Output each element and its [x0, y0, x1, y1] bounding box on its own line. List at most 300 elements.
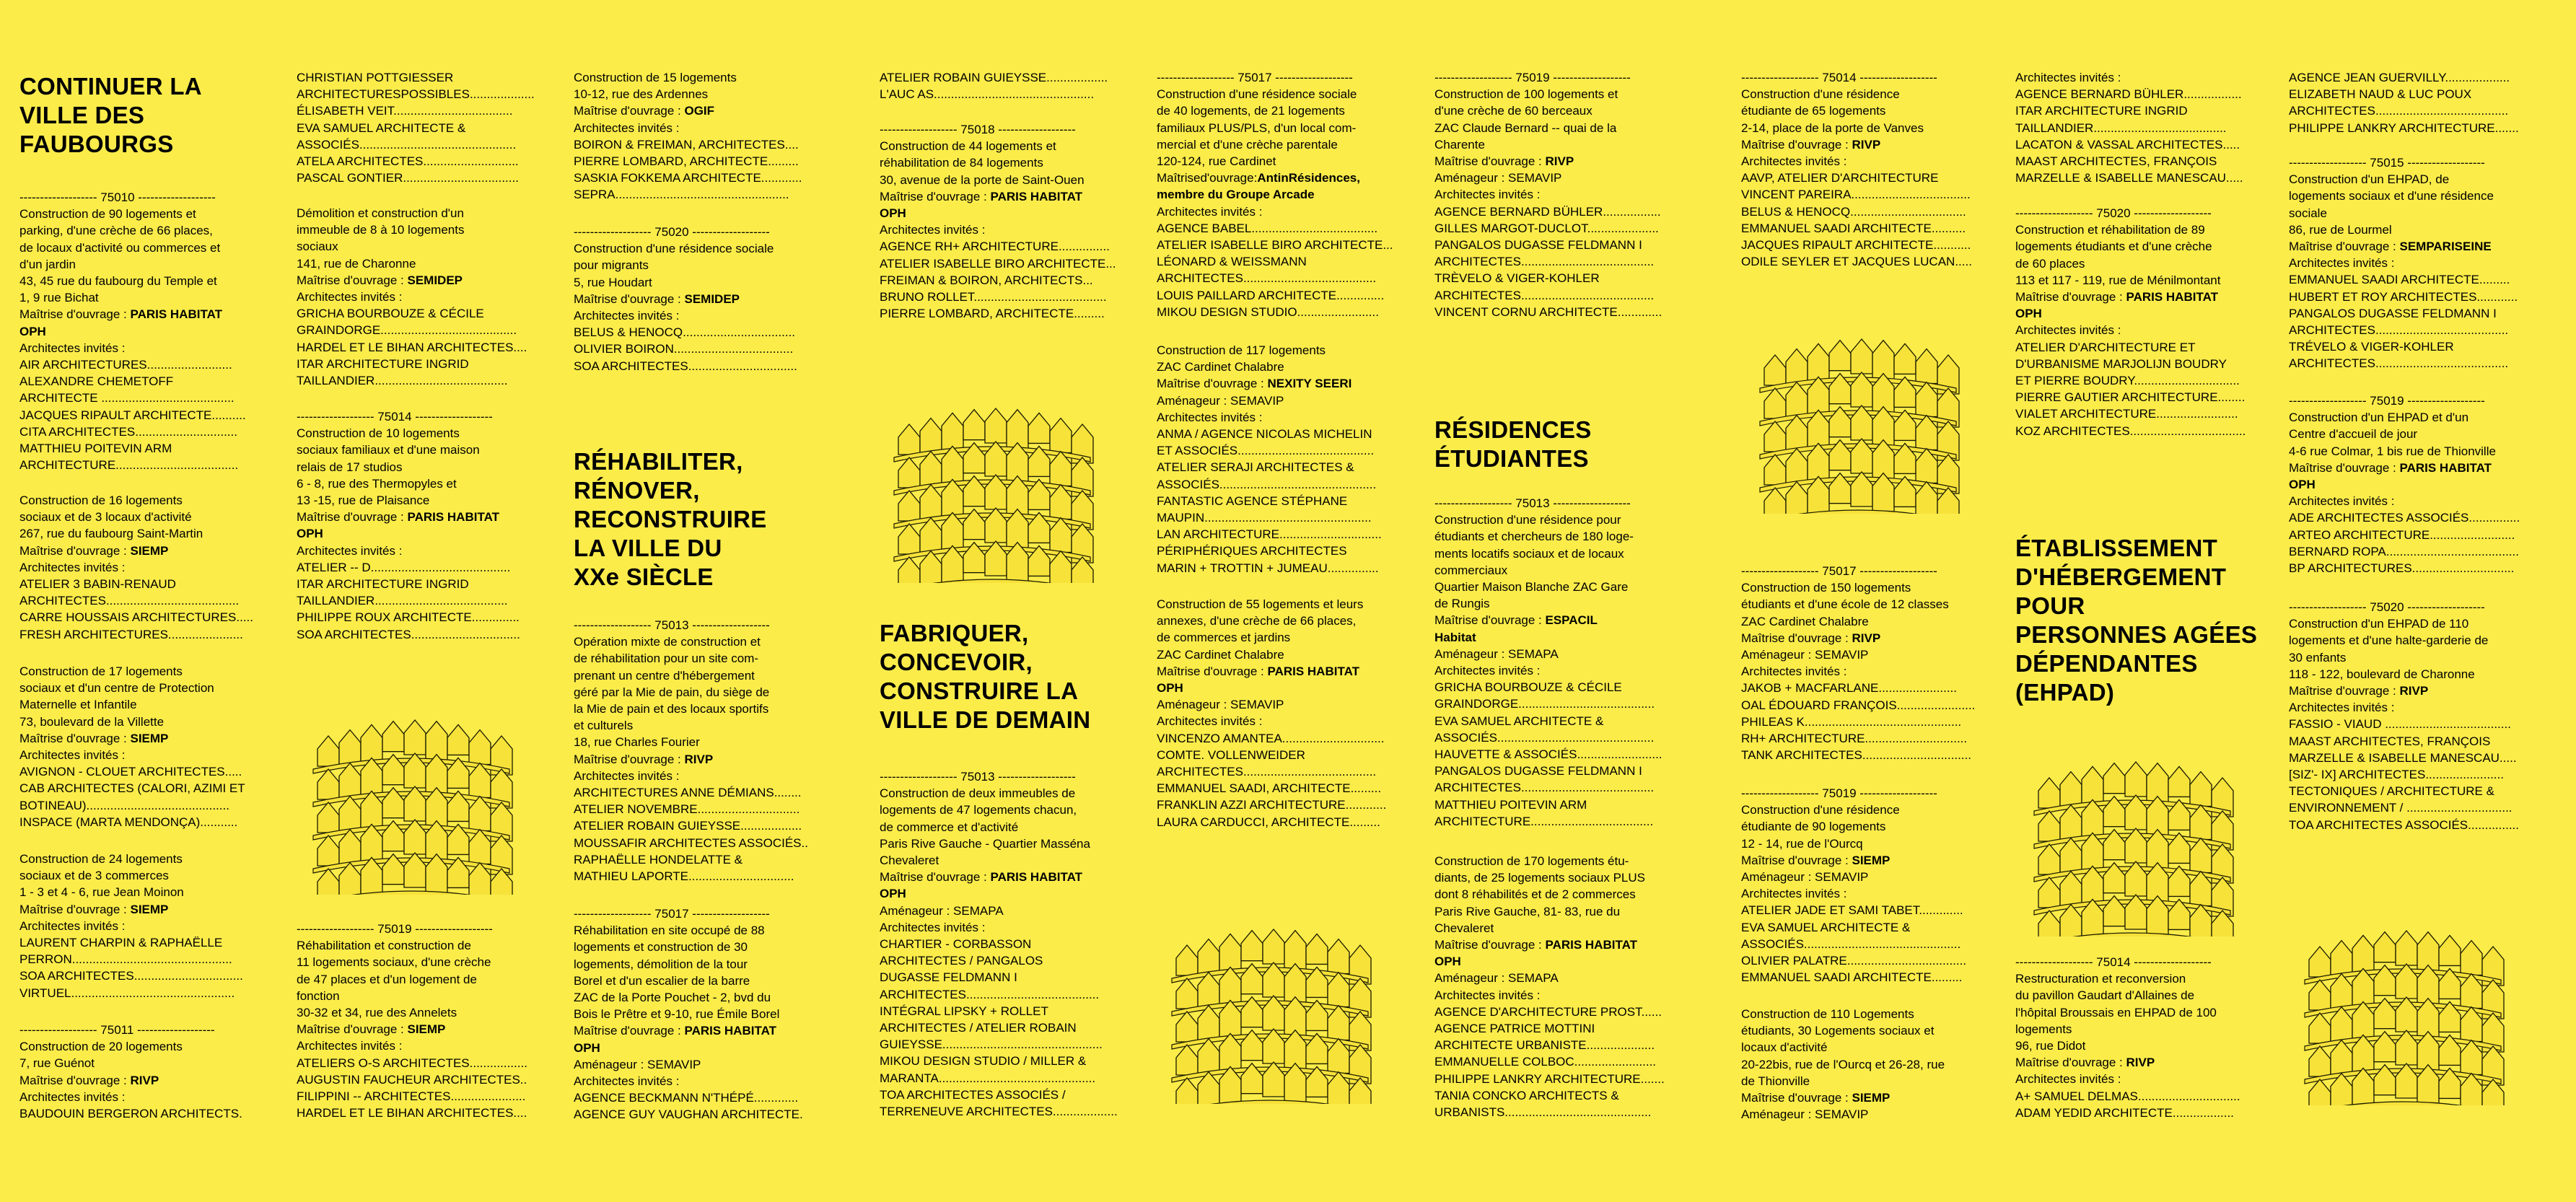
text-line: BP ARCHITECTURES.............................. — [2289, 561, 2515, 576]
heading-line: XXe SIÈCLE — [574, 563, 714, 590]
house-shape — [2309, 980, 2331, 1010]
text-line — [1434, 612, 1687, 628]
text-line: ARCHITECTURE.................................... — [1434, 814, 1654, 828]
project-block — [297, 921, 549, 1121]
owner-name: SIEMP — [126, 543, 169, 558]
text-line: Aménageur : SEMAPA — [1434, 971, 1559, 986]
owner-label: Maîtrise d'ouvrage : — [574, 1024, 681, 1038]
text-line: de commerces et jardins — [1157, 631, 1291, 645]
text-line: ------------------- 75010 ------------------- — [19, 190, 216, 204]
text-line: LAURENT CHARPIN & RAPHAËLLE — [19, 936, 223, 950]
text-line: SOA ARCHITECTES................................ — [19, 969, 243, 983]
text-line: Architectes invités : — [1434, 188, 1541, 202]
heading-line: FAUBOURGS — [19, 131, 174, 157]
house-shape — [1851, 339, 1872, 374]
text-line: Construction d'une résidence pour — [1434, 513, 1621, 527]
text-line: Réhabilitation et construction de — [297, 939, 471, 953]
text-line: ZAC Cardinet Chalabre — [1741, 614, 1869, 628]
project-block — [2289, 599, 2541, 833]
text-line: annexes, d'une crèche de 66 places, — [1157, 614, 1357, 628]
text-line: ÉLISABETH VEIT................................... — [297, 104, 513, 118]
text-line: FANTASTIC AGENCE STÉPHANE — [1157, 493, 1348, 508]
text-line: 1 - 3 et 4 - 6, rue Jean Moinon — [19, 885, 184, 900]
text-line: Construction de 16 logements — [19, 493, 183, 507]
text-line: parking, d'une crèche de 66 places, — [19, 224, 213, 238]
text-line: ARCHITECTE URBANISTE.................... — [1434, 1038, 1655, 1053]
house-shape — [2103, 763, 2125, 794]
text-line: de 40 logements, de 21 logements — [1157, 104, 1345, 118]
text-line — [2289, 460, 2541, 476]
house-shape — [2060, 772, 2082, 807]
text-line: VIRTUEL................................................ — [19, 986, 235, 1000]
text-line: Bois le Prêtre et 9-10, rue Émile Borel — [574, 1007, 780, 1022]
text-line: 6 - 8, rue des Thermopyles et — [297, 476, 457, 491]
house-shape — [382, 721, 404, 752]
text-line: Construction de 44 logements et — [880, 139, 1056, 154]
text-line: LÉONARD & WEISSMANN — [1157, 255, 1307, 269]
text-line: SOA ARCHITECTES................................ — [574, 359, 797, 373]
house-shape — [1764, 355, 1786, 385]
text-line: Construction de 20 logements — [19, 1040, 183, 1054]
project-block — [19, 492, 272, 643]
house-shape — [2038, 877, 2060, 908]
text-line: 20-22bis, rue de l'Ourcq et 26-28, rue — [1741, 1057, 1945, 1071]
text-line: Construction de 100 logements et — [1434, 87, 1618, 102]
text-line: TANK ARCHITECTES................................ — [1741, 748, 1971, 763]
house-shape — [2374, 932, 2396, 962]
text-line: ARCHITECTURES ANNE DÉMIANS........ — [574, 786, 802, 800]
stacked-houses-icon — [1162, 902, 1378, 1104]
text-line: logements de 47 logements chacun, — [880, 803, 1077, 817]
text-line — [19, 1072, 272, 1089]
text-line: MAAST ARCHITECTES, FRANÇOIS — [2289, 734, 2491, 748]
text-line: ARCHITECTURESPOSSIBLES................... — [297, 87, 535, 102]
house-shape — [469, 730, 491, 765]
text-line: ARCHITECTES....................................... — [2289, 104, 2509, 118]
owner-label: Maîtrise d'ouvrage : — [1434, 613, 1542, 628]
owner-label: Maîtrise d'ouvrage : — [574, 752, 681, 766]
text-line: TRÉVELO & VIGER-KOHLER — [2289, 340, 2454, 354]
text-line: FASSIO - VIAUD ..................................... — [2289, 717, 2511, 732]
house-shape — [2396, 931, 2417, 965]
text-line: PERRON............................................... — [19, 952, 232, 967]
text-line: ALEXANDRE CHEMETOFF — [19, 374, 174, 389]
text-line: ET PIERRE BOUDRY............................... — [2015, 374, 2240, 388]
text-line: RAPHAËLLE HONDELATTE & — [574, 852, 742, 867]
text-line — [2015, 289, 2268, 305]
text-line: AGENCE JEAN GUERVILLY................... — [2289, 71, 2510, 84]
text-line: GRICHA BOURBOUZE & CÉCILE — [297, 307, 484, 321]
heading-line: RÉSIDENCES — [1434, 416, 1592, 443]
text-line: ------------------- 75019 ------------------- — [297, 922, 493, 936]
text-line: OPH — [1157, 681, 1183, 696]
text-line: Architectes invités : — [880, 223, 986, 237]
stacked-houses-icon — [884, 381, 1100, 583]
text-line: ------------------- 75020 ------------------- — [2289, 600, 2485, 614]
text-line: ATELA ARCHITECTES............................ — [297, 154, 519, 169]
text-line: de réhabilitation pour un site com- — [574, 652, 759, 666]
section-heading-residences — [1434, 416, 1687, 473]
house-shape — [317, 736, 339, 766]
text-line: ------------------- 75019 ------------------- — [2289, 394, 2485, 408]
stacked-houses-icon — [1750, 312, 1966, 514]
text-line: OPH — [574, 1040, 600, 1055]
text-line: ZAC Cardinet Chalabre — [1157, 647, 1284, 662]
owner-name: SIEMP — [403, 1022, 446, 1037]
text-line: PANGALOS DUGASSE FELDMANN I — [2289, 306, 2497, 320]
owner-label: Maîtrise d'ouvrage : — [574, 291, 681, 306]
text-line: CHRISTIAN POTTGIESSER — [297, 71, 454, 84]
project-block — [1741, 785, 1994, 986]
text-line: OAL ÉDOUARD FRANÇOIS....................... — [1741, 698, 1976, 712]
text-line: 118 - 122, boulevard de Charonne — [2289, 667, 2475, 681]
text-line: BERNARD ROPA....................................... — [2289, 544, 2519, 558]
text-line: diants, de 25 logements sociaux PLUS — [1434, 871, 1646, 885]
text-line: AGENCE BERNARD BÜHLER................. — [1434, 204, 1661, 219]
text-line: logements étudiants et d'une crèche — [2015, 240, 2212, 254]
text-line: PASCAL GONTIER.................................. — [297, 171, 519, 185]
text-line: fonction — [297, 988, 340, 1003]
heading-line: (EHPAD) — [2015, 679, 2115, 706]
text-line: EMMANUELLE COLBOC........................ — [1434, 1055, 1657, 1069]
house-shape — [404, 720, 426, 755]
house-shape — [317, 835, 339, 866]
text-line: MAUPIN................................................. — [1157, 511, 1372, 525]
text-line: MATTHIEU POITEVIN ARM — [1434, 797, 1587, 812]
text-line: L'AUC AS............................................... — [880, 87, 1095, 102]
house-shape — [1829, 341, 1851, 371]
text-line: FREIMAN & BOIRON, ARCHITECTS... — [880, 273, 1093, 287]
text-line: Aménageur : SEMAVIP — [1157, 393, 1284, 408]
text-line: OPH — [2289, 478, 2316, 492]
house-shape — [1764, 488, 1786, 514]
text-line: Construction de 170 logements étu- — [1434, 854, 1629, 868]
house-shape — [1306, 934, 1328, 964]
text-line: BELUS & HENOCQ................................. — [574, 325, 796, 340]
text-line: logements sociaux et d'une résidence — [2289, 189, 2494, 203]
project-block — [1741, 69, 1994, 270]
text-line: étudiante de 65 logements — [1741, 104, 1886, 118]
heading-line: RECONSTRUIRE — [574, 506, 767, 532]
house-shape — [920, 418, 942, 453]
text-line: OPH — [2015, 307, 2042, 321]
house-shape — [2168, 766, 2190, 797]
text-line: PHILEAS K.............................................. — [1741, 714, 1962, 729]
text-line: ITAR ARCHITECTURE INGRID — [2015, 104, 2188, 118]
text-line: INSPACE (MARTA MENDONÇA)........... — [19, 815, 238, 829]
section-heading-fabriquer — [880, 619, 1132, 734]
house-shape — [317, 769, 339, 799]
text-line — [19, 901, 272, 918]
text-line: MARANTA.............................................. — [880, 1071, 1096, 1085]
project-block — [880, 121, 1132, 322]
text-line: Maternelle et Infantile — [19, 698, 137, 712]
project-block — [574, 905, 826, 1123]
text-line — [880, 869, 1132, 885]
project-block — [1157, 596, 1409, 830]
text-line: HUBERT ET ROY ARCHITECTES............ — [2289, 289, 2518, 304]
stacked-houses-icon — [303, 693, 520, 895]
text-line: A+ SAMUEL DELMAS.............................. — [2015, 1089, 2240, 1103]
text-line: BOTINEAU).......................................... — [19, 798, 229, 812]
text-line: Architectes invités : — [2289, 256, 2395, 271]
text-line — [574, 102, 826, 119]
owner-name: NEXITY SEERI — [1263, 377, 1352, 391]
text-line: relais de 17 studios — [297, 460, 403, 474]
text-line: Architectes invités : — [574, 120, 680, 135]
text-line: 120-124, rue Cardinet — [1157, 154, 1276, 169]
project-block — [19, 851, 272, 1001]
house-shape — [2038, 811, 2060, 841]
text-line: Construction de 24 logements — [19, 852, 183, 866]
owner-label: Maîtrise d'ouvrage : — [574, 104, 681, 118]
text-line: Construction d'une résidence sociale — [1157, 87, 1357, 102]
text-line: de Rungis — [1434, 597, 1490, 611]
house-shape — [2038, 778, 2060, 808]
owner-name: PARIS HABITAT — [2396, 460, 2492, 475]
text-line: LAURA CARDUCCI, ARCHITECTE......... — [1157, 815, 1380, 829]
text-line: logements et construction de 30 — [574, 940, 748, 955]
text-line: OPH — [19, 324, 46, 338]
text-line: AGENCE BECKMANN N'THÉPÉ............. — [574, 1091, 799, 1105]
owner-name: PARIS HABITAT — [986, 189, 1082, 203]
text-line: Architectes invités : — [2015, 1072, 2121, 1087]
text-line: ATELIER 3 BABIN-RENAUD — [19, 577, 176, 592]
text-line: GRAINDORGE........................................ — [1434, 697, 1655, 711]
owner-name: SIEMP — [1848, 853, 1891, 867]
text-line: ENVIRONNEMENT / ............................... — [2289, 801, 2513, 815]
text-line: Construction d'une résidence — [1741, 803, 1900, 817]
text-line: 1, 9 rue Bichat — [19, 291, 99, 305]
text-line: ARTEO ARCHITECTURE......................... — [2289, 527, 2515, 542]
house-shape — [1916, 349, 1937, 384]
text-line: de locaux d'activité ou commerces et — [19, 240, 221, 255]
house-shape — [898, 457, 920, 488]
text-line: SASKIA FOKKEMA ARCHITECTE............ — [574, 171, 802, 185]
text-line: Aménageur : SEMAVIP — [1434, 171, 1562, 185]
owner-label: Maîtrise d'ouvrage : — [297, 1022, 404, 1037]
heading-line: POUR — [2015, 592, 2085, 619]
text-line: Construction d'un EHPAD de 110 — [2289, 617, 2469, 631]
text-line: PANGALOS DUGASSE FELDMANN I — [1434, 764, 1642, 778]
text-line: 73, boulevard de la Villette — [19, 714, 165, 729]
text-line: ATELIER D'ARCHITECTURE ET — [2015, 340, 2196, 354]
text-line: ADE ARCHITECTES ASSOCIÉS............... — [2289, 511, 2520, 525]
text-line: ODILE SEYLER ET JACQUES LUCAN..... — [1741, 255, 1972, 269]
text-line: Construction de 17 logements — [19, 664, 183, 678]
text-line — [2289, 238, 2541, 255]
text-line: Architectes invités : — [1741, 154, 1847, 169]
text-line: dont 8 réhabilités et de 2 commerces — [1434, 887, 1636, 902]
house-shape — [1241, 931, 1263, 961]
house-shape — [317, 802, 339, 833]
text-line: Construction de 117 logements — [1157, 343, 1326, 357]
text-line: AGENCE GUY VAUGHAN ARCHITECTE. — [574, 1107, 803, 1122]
text-line: logements et d'une halte-garderie de — [2289, 633, 2489, 648]
text-line: du pavillon Gaudart d'Allaines de — [2015, 988, 2195, 1003]
owner-label: Maîtrise d'ouvrage : — [1157, 664, 1264, 678]
text-line: ------------------- 75011 ------------------- — [19, 1023, 215, 1037]
text-line: GUIEYSSE............................................... — [880, 1038, 1103, 1052]
text-line: JACQUES RIPAULT ARCHITECTE.......... — [19, 408, 246, 422]
text-line: ARCHITECTES....................................... — [1434, 255, 1655, 269]
text-line: VINCENZO AMANTEA.............................. — [1157, 731, 1385, 745]
house-shape — [1894, 343, 1916, 374]
text-line — [19, 730, 272, 747]
owner-label: Maîtrise d'ouvrage : — [1741, 137, 1849, 152]
owner-label: Maîtrise d'ouvrage : — [297, 273, 404, 287]
text-line: ------------------- 75017 ------------------- — [574, 907, 770, 921]
text-line: Architectes invités : — [2015, 323, 2121, 338]
text-line: Architectes invités : — [19, 560, 126, 574]
text-line: ------------------- 75019 ------------------- — [1434, 71, 1631, 84]
text-line: PHILIPPE ROUX ARCHITECTE.............. — [297, 610, 520, 625]
text-line: étudiants et d'une école de 12 classes — [1741, 597, 1949, 612]
text-line: D'URBANISME MARJOLIJN BOUDRY — [2015, 356, 2227, 371]
text-line: JAKOB + MACFARLANE....................... — [1741, 681, 1957, 696]
text-line: ATELIER ISABELLE BIRO ARCHITECTE... — [1157, 238, 1393, 253]
house-shape — [1176, 1012, 1198, 1042]
text-line: 43, 45 rue du faubourg du Temple et — [19, 274, 217, 289]
text-line: Architectes invités : — [574, 768, 680, 783]
text-line: 30, avenue de la porte de Saint-Ouen — [880, 172, 1085, 187]
text-line: 86, rue de Lourmel — [2289, 222, 2392, 237]
text-line: ------------------- 75017 ------------------- — [1157, 71, 1353, 84]
text-line: de Thionville — [1741, 1074, 1810, 1088]
house-shape — [1263, 929, 1284, 964]
house-shape — [2038, 844, 2060, 874]
text-line: 11 logements sociaux, d'une crèche — [297, 955, 491, 970]
text-line: la Mie de pain et des locaux sportifs — [574, 702, 769, 716]
project-block — [19, 189, 272, 473]
text-line: ARCHITECTES....................................... — [880, 987, 1100, 1001]
text-line: OPH — [297, 527, 323, 541]
house-shape — [1764, 455, 1786, 485]
heading-line: ÉTUDIANTES — [1434, 445, 1589, 472]
text-line: BAUDOUIN BERGERON ARCHITECTS. — [19, 1107, 242, 1121]
owner-label: Maîtrise d'ouvrage : — [1741, 1091, 1849, 1105]
text-line: 96, rue Didot — [2015, 1039, 2086, 1053]
text-line: ------------------- 75013 ------------------- — [574, 618, 770, 632]
text-line: BELUS & HENOCQ.................................. — [1741, 204, 1966, 219]
text-line: étudiante de 90 logements — [1741, 820, 1886, 834]
text-line: PHILIPPE LANKRY ARCHITECTURE....... — [1434, 1071, 1665, 1086]
text-line: EVA SAMUEL ARCHITECTE & — [1434, 714, 1604, 728]
house-shape — [898, 524, 920, 554]
text-line: LOUIS PAILLARD ARCHITECTE.............. — [1157, 288, 1385, 302]
text-line: GRICHA BOURBOUZE & CÉCILE — [1434, 680, 1622, 695]
text-line: EVA SAMUEL ARCHITECTE & — [1741, 920, 1911, 934]
project-block — [1434, 853, 1687, 1120]
owner-name: RIVP — [2122, 1056, 2155, 1070]
owner-name: SIEMP — [126, 902, 169, 916]
text-line: MAAST ARCHITECTES, FRANÇOIS — [2015, 154, 2217, 169]
stacked-houses-icon — [2024, 734, 2240, 936]
text-line: ARCHITECTES....................................... — [2289, 356, 2509, 371]
text-line: LACATON & VASSAL ARCHITECTES..... — [2015, 137, 2240, 152]
house-shape — [1176, 978, 1198, 1009]
house-shape — [1328, 939, 1349, 974]
text-line: AGENCE PATRICE MOTTINI — [1434, 1022, 1595, 1036]
owner-label: Maîtrise d'ouvrage : — [2289, 240, 2396, 254]
text-line — [1741, 852, 1994, 869]
heading-line: RÉNOVER, — [574, 477, 700, 504]
text-line: MARZELLE & ISABELLE MANESCAU..... — [2015, 171, 2243, 185]
text-line: de 47 places et d'un logement de — [297, 972, 477, 986]
text-line: membre du Groupe Arcade — [1157, 188, 1315, 202]
text-line: Aménageur : SEMAVIP — [1741, 870, 1869, 885]
project-block — [1741, 1006, 1994, 1123]
owner-label: Maîtrise d'ouvrage : — [1741, 631, 1849, 645]
text-line — [1157, 170, 1409, 186]
text-line: ------------------- 75019 ------------------- — [1741, 786, 1937, 800]
text-line: HARDEL ET LE BIHAN ARCHITECTES.... — [297, 340, 527, 354]
text-line: Aménageur : SEMAVIP — [1741, 648, 1869, 662]
house-shape — [985, 408, 1007, 443]
text-line: ------------------- 75013 ------------------- — [1434, 496, 1631, 510]
owner-name: SEMIDEP — [403, 273, 463, 287]
text-line: Aménageur : SEMAVIP — [1157, 698, 1284, 712]
text-line: FILIPPINI -- ARCHITECTES...................... — [297, 1089, 526, 1104]
text-line: ATELIER ISABELLE BIRO ARCHITECTE... — [880, 256, 1116, 271]
heading-line: FABRIQUER, — [880, 620, 1029, 646]
text-line — [1741, 630, 1994, 646]
text-line — [1157, 663, 1409, 680]
text-line: Chevaleret — [880, 854, 939, 868]
text-line: ------------------- 75013 ------------------- — [880, 770, 1076, 784]
project-block — [574, 224, 826, 374]
text-line: VINCENT CORNU ARCHITECTE............. — [1434, 304, 1662, 319]
text-line: PIERRE LOMBARD, ARCHITECTE......... — [880, 307, 1105, 321]
owner-name: ESPACIL — [1541, 613, 1598, 628]
text-line: Construction de 10 logements — [297, 426, 460, 441]
text-line: ASSOCIÉS.............................................. — [1741, 936, 1961, 951]
owner-label: Maîtrise d'ouvrage : — [19, 731, 127, 745]
text-line: sociaux et d'un centre de Protection — [19, 681, 214, 696]
text-line: ZAC de la Porte Pouchet - 2, bvd du — [574, 991, 771, 1005]
text-line: [SIZ'- IX] ARCHITECTES....................... — [2289, 768, 2504, 782]
text-line: ARCHITECTURE.................................... — [19, 458, 239, 473]
text-line: Opération mixte de construction et — [574, 635, 761, 649]
text-line: mercial et d'une crèche parentale — [1157, 137, 1338, 152]
heading-line: PERSONNES AGÉES — [2015, 621, 2258, 648]
text-line: ASSOCIÉS.............................................. — [1434, 730, 1655, 745]
text-line: Architectes invités : — [574, 309, 680, 323]
text-line: ARCHITECTES....................................... — [1434, 781, 1655, 795]
text-line: ATELIER SERAJI ARCHITECTES & — [1157, 460, 1354, 475]
owner-label: Maîtrise d'ouvrage : — [1434, 154, 1542, 169]
owner-label: Maîtrise d'ouvrage : — [880, 870, 987, 885]
project-block — [2015, 954, 2268, 1121]
text-line: Construction de 15 logements — [574, 71, 737, 84]
project-block — [2289, 154, 2541, 372]
text-line: locaux d'activité — [1741, 1040, 1828, 1055]
project-block — [297, 69, 549, 186]
text-line: ------------------- 75014 ------------------- — [2015, 955, 2212, 969]
text-line: 113 et 117 - 119, rue de Ménilmontant — [2015, 273, 2221, 287]
owner-name: PARIS HABITAT — [2122, 290, 2218, 304]
house-shape — [1786, 349, 1808, 384]
project-block — [2289, 69, 2541, 136]
heading-line: VILLE DES — [19, 102, 145, 128]
text-line: DUGASSE FELDMANN I — [880, 970, 1017, 985]
text-line: Architectes invités : — [1157, 410, 1263, 424]
text-line: Charente — [1434, 137, 1485, 152]
text-line: ITAR ARCHITECTURE INGRID — [297, 577, 469, 592]
text-line — [297, 1021, 549, 1038]
stacked-houses-icon — [2295, 903, 2511, 1105]
text-line: Construction de 110 Logements — [1741, 1007, 1914, 1021]
